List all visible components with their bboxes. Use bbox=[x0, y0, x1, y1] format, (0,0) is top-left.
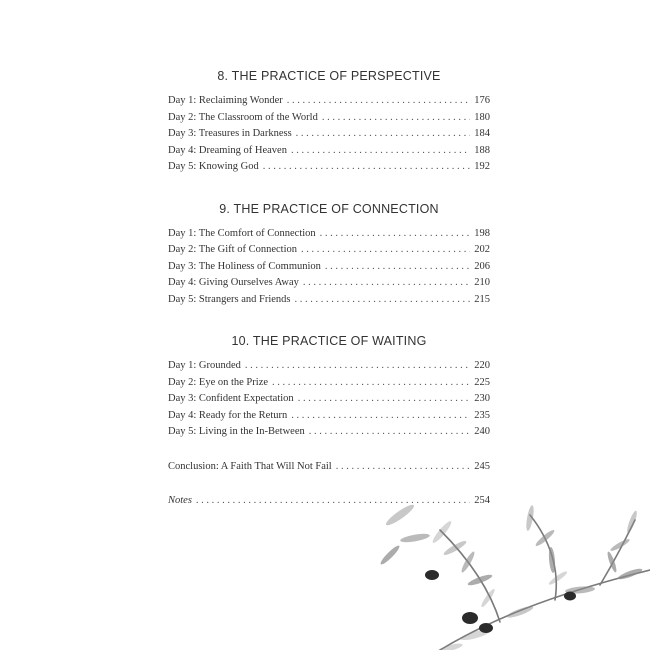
entry-label: Day 5: Knowing God bbox=[168, 161, 259, 172]
entry-page: 240 bbox=[474, 426, 490, 437]
entry-page: 215 bbox=[474, 293, 490, 305]
leader-dots bbox=[263, 159, 471, 176]
toc-entry[interactable] bbox=[168, 375, 490, 392]
entry-page: 188 bbox=[474, 144, 490, 156]
olive-leaf bbox=[525, 505, 535, 532]
entry-label: Day 3: Treasures in Darkness bbox=[168, 128, 292, 139]
entry-page: 184 bbox=[474, 128, 490, 139]
toc-entry[interactable] bbox=[168, 143, 490, 160]
olive-leaf bbox=[617, 567, 643, 581]
olive-fruit bbox=[425, 570, 439, 580]
toc-entry-conclusion[interactable] bbox=[168, 459, 490, 476]
leader-dots bbox=[298, 391, 471, 408]
olive-branch-illustration bbox=[380, 500, 650, 650]
section-title: 8. THE PRACTICE OF PERSPECTIVE bbox=[217, 69, 441, 83]
entry-page: 230 bbox=[474, 393, 490, 404]
olive-leaves bbox=[380, 502, 643, 650]
toc-entry[interactable] bbox=[168, 259, 490, 276]
toc-entry[interactable] bbox=[168, 159, 490, 176]
olive-leaf bbox=[442, 539, 467, 557]
toc-entry[interactable] bbox=[168, 226, 490, 243]
entry-label: Day 4: Dreaming of Heaven bbox=[168, 144, 287, 156]
leader-dots bbox=[272, 375, 470, 392]
leader-dots bbox=[320, 226, 471, 243]
leader-dots bbox=[287, 93, 471, 110]
olive-leaf bbox=[506, 604, 534, 619]
leader-dots bbox=[296, 126, 471, 143]
entry-label: Day 5: Living in the In-Between bbox=[168, 426, 305, 437]
table-of-contents bbox=[168, 68, 490, 510]
entry-page: 180 bbox=[474, 111, 490, 123]
entry-list bbox=[168, 93, 490, 176]
leader-dots bbox=[291, 143, 470, 160]
leader-dots bbox=[325, 259, 470, 276]
entry-page: 192 bbox=[474, 161, 490, 172]
entry-page: 245 bbox=[474, 460, 490, 472]
olive-leaf bbox=[384, 502, 416, 528]
entry-list bbox=[168, 226, 490, 309]
entry-page: 220 bbox=[474, 360, 490, 371]
entry-page: 176 bbox=[474, 95, 490, 106]
olive-leaf bbox=[467, 573, 493, 587]
entry-page: 254 bbox=[474, 495, 490, 506]
toc-entry[interactable] bbox=[168, 424, 490, 441]
entry-label: Day 2: The Gift of Connection bbox=[168, 244, 297, 255]
olive-leaf bbox=[400, 532, 431, 544]
entry-page: 202 bbox=[474, 244, 490, 255]
section-perspective bbox=[168, 68, 490, 176]
section-title: 10. THE PRACTICE OF WAITING bbox=[231, 334, 427, 348]
section-title: 9. THE PRACTICE OF CONNECTION bbox=[219, 201, 439, 216]
entry-page: 206 bbox=[474, 260, 490, 272]
toc-entry[interactable] bbox=[168, 126, 490, 143]
entry-label: Day 1: Grounded bbox=[168, 360, 241, 371]
leader-dots bbox=[301, 242, 470, 259]
entry-label: Day 2: Eye on the Prize bbox=[168, 376, 269, 388]
toc-entry[interactable] bbox=[168, 292, 490, 309]
toc-entry[interactable] bbox=[168, 391, 490, 408]
leader-dots bbox=[245, 358, 470, 375]
entry-label: Notes bbox=[168, 495, 192, 506]
toc-entry[interactable] bbox=[168, 275, 490, 292]
section-connection bbox=[168, 201, 490, 309]
olive-leaf bbox=[380, 544, 401, 566]
entry-page: 210 bbox=[474, 277, 490, 288]
leader-dots bbox=[322, 110, 470, 127]
entry-label: Day 2: The Classroom of the World bbox=[168, 111, 318, 123]
entry-label: Day 5: Strangers and Friends bbox=[168, 293, 291, 305]
olive-fruit bbox=[462, 612, 478, 624]
olive-fruit bbox=[564, 592, 576, 601]
entry-page: 198 bbox=[474, 227, 490, 239]
leader-dots bbox=[303, 275, 470, 292]
leader-dots bbox=[309, 424, 470, 441]
olive-fruit bbox=[479, 623, 493, 633]
entry-page: 225 bbox=[474, 376, 490, 388]
entry-label: Day 4: Ready for the Return bbox=[168, 409, 288, 421]
entry-label: Day 3: The Holiness of Communion bbox=[168, 260, 321, 272]
entry-label: Conclusion: A Faith That Will Not Fail bbox=[168, 460, 332, 472]
entry-list bbox=[168, 358, 490, 441]
leader-dots bbox=[291, 408, 470, 425]
leader-dots bbox=[336, 459, 471, 476]
olive-leaf bbox=[437, 642, 464, 650]
conclusion-list bbox=[168, 459, 490, 476]
olive-leaf bbox=[548, 570, 569, 587]
toc-entry[interactable] bbox=[168, 408, 490, 425]
leader-dots bbox=[294, 292, 470, 309]
section-waiting bbox=[168, 333, 490, 441]
toc-entry[interactable] bbox=[168, 242, 490, 259]
entry-label: Day 1: Reclaiming Wonder bbox=[168, 95, 283, 106]
toc-entry[interactable] bbox=[168, 93, 490, 110]
olive-leaf bbox=[534, 528, 556, 548]
entry-label: Day 1: The Comfort of Connection bbox=[168, 227, 316, 239]
toc-entry[interactable] bbox=[168, 358, 490, 375]
entry-label: Day 4: Giving Ourselves Away bbox=[168, 277, 299, 288]
entry-label: Day 3: Confident Expectation bbox=[168, 393, 294, 404]
olive-leaf bbox=[625, 510, 638, 534]
toc-entry[interactable] bbox=[168, 110, 490, 127]
entry-page: 235 bbox=[474, 409, 490, 421]
olive-leaf bbox=[606, 551, 618, 573]
